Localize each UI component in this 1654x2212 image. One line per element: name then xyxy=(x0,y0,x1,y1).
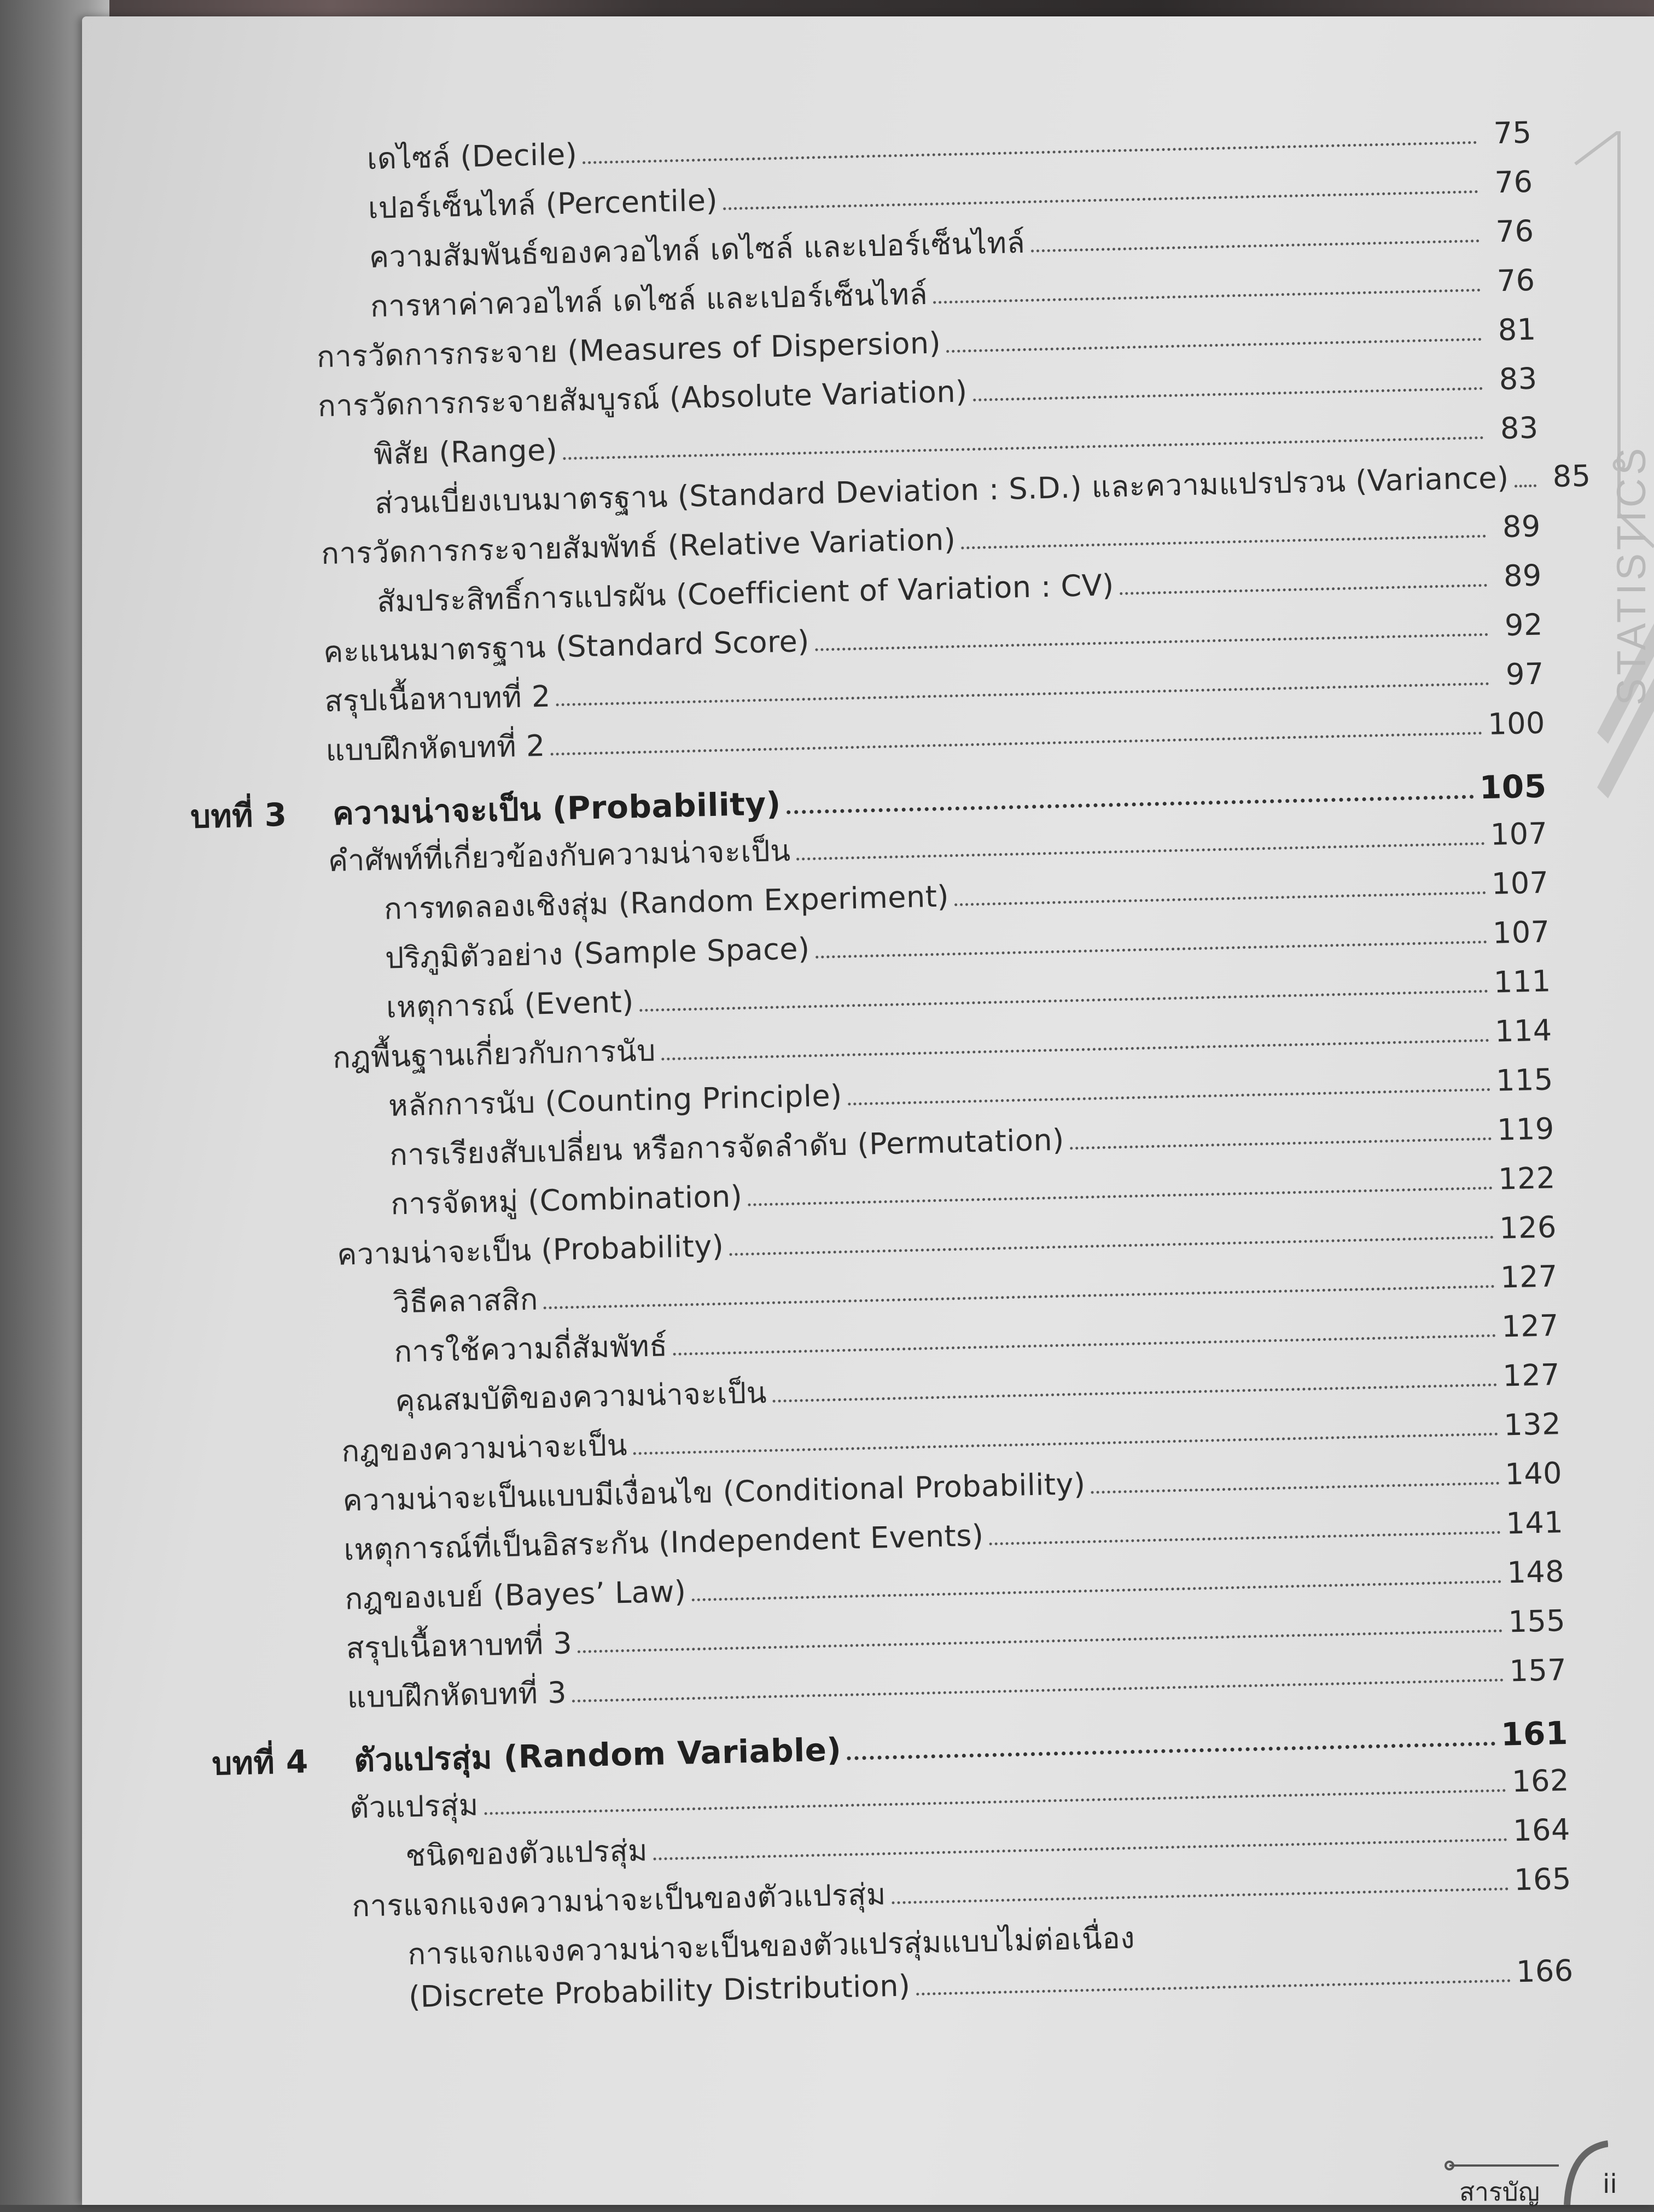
page-number: 107 xyxy=(1492,914,1551,950)
entry-title: การจัดหมู่ (Combination) xyxy=(390,1178,743,1222)
page-number: 157 xyxy=(1509,1653,1567,1689)
entry-title: ปริภูมิตัวอย่าง (Sample Space) xyxy=(385,931,811,976)
entry-title: การวัดการกระจายสัมบูรณ์ (Absolute Variation) xyxy=(317,374,968,424)
page-number: 89 xyxy=(1503,558,1542,594)
entry-title: ส่วนเบี่ยงเบนมาตรฐาน (Standard Deviation : S.D.) และความแปรปรวน (Variance) xyxy=(374,460,1510,521)
dot-leader xyxy=(1070,1137,1492,1150)
dot-leader xyxy=(816,941,1488,959)
dot-leader xyxy=(639,990,1488,1012)
page-number: 141 xyxy=(1505,1505,1564,1541)
entry-title: ความน่าจะเป็น (Probability) xyxy=(332,785,782,832)
dot-leader xyxy=(583,141,1477,164)
entry-title: แบบฝึกหัดบทที่ 2 xyxy=(325,728,546,768)
dot-leader xyxy=(730,1236,1494,1256)
dot-leader xyxy=(848,1088,1491,1106)
page-number: 76 xyxy=(1494,164,1534,200)
dot-leader xyxy=(1030,240,1479,253)
entry-title: คุณสมบัติของความน่าจะเป็น xyxy=(394,1375,767,1419)
dot-leader xyxy=(748,1187,1493,1206)
entry-title: กฎของเบย์ (Bayes’ Law) xyxy=(344,1574,687,1616)
page-number: 111 xyxy=(1493,964,1552,1000)
dot-leader xyxy=(787,795,1474,814)
page-number: 114 xyxy=(1494,1013,1553,1049)
entry-title: วิธีคลาสสิก xyxy=(392,1282,539,1320)
dot-leader xyxy=(661,1039,1489,1060)
side-label: STATISTICS xyxy=(1609,445,1654,705)
dot-leader xyxy=(954,891,1486,906)
entry-title: สรุปเนื้อหาบทที่ 2 xyxy=(324,679,551,719)
footer-section-label: สารบัญ xyxy=(1459,2177,1540,2207)
dot-leader xyxy=(815,633,1488,651)
entry-title: สรุปเนื้อหาบทที่ 3 xyxy=(345,1626,573,1666)
entry-title: ความน่าจะเป็น (Probability) xyxy=(336,1228,725,1272)
dot-leader xyxy=(563,436,1484,460)
chapter-number: บทที่ 3 xyxy=(190,796,288,836)
dot-leader xyxy=(723,190,1478,210)
page-number: 83 xyxy=(1499,361,1538,397)
entry-title: การทดลองเชิงสุ่ม (Random Experiment) xyxy=(383,879,950,926)
entry-title: เหตุการณ์ที่เป็นอิสระกัน (Independent Events) xyxy=(343,1518,985,1567)
entry-title: คำศัพท์ที่เกี่ยวข้องกับความน่าจะเป็น xyxy=(328,833,791,878)
page-number: 83 xyxy=(1500,410,1539,446)
entry-title: หลักการนับ (Counting Principle) xyxy=(388,1078,843,1123)
page-number: 126 xyxy=(1499,1210,1557,1246)
page-number: 85 xyxy=(1552,458,1592,494)
page-number: 107 xyxy=(1490,816,1548,852)
page-number: 97 xyxy=(1505,656,1545,692)
dot-leader xyxy=(847,1742,1496,1760)
dot-leader xyxy=(973,387,1483,401)
entry-title: การวัดการกระจาย (Measures of Dispersion) xyxy=(316,325,941,375)
entry-title: กฎพื้นฐานเกี่ยวกับการนับ xyxy=(332,1033,656,1075)
page-number: 115 xyxy=(1495,1062,1554,1098)
page-number: 76 xyxy=(1496,262,1536,299)
entry-title: (Discrete Probability Distribution) xyxy=(408,1968,911,2015)
chapter-number: บทที่ 4 xyxy=(211,1743,309,1783)
page-number: 81 xyxy=(1498,312,1537,348)
dot-leader xyxy=(544,1285,1495,1309)
entry-title: กฎของความน่าจะเป็น xyxy=(341,1427,628,1469)
dot-leader xyxy=(796,842,1486,861)
page-number: 132 xyxy=(1503,1406,1562,1443)
entry-title: พิสัย (Range) xyxy=(373,433,558,471)
entry-title: ชนิดของตัวแปรสุ่ม xyxy=(405,1833,648,1874)
dot-leader xyxy=(1091,1482,1500,1494)
dot-leader xyxy=(653,1839,1507,1860)
page-number: 127 xyxy=(1500,1259,1558,1295)
dot-leader xyxy=(1515,485,1536,488)
entry-title: สัมประสิทธิ์การแปรผัน (Coefficient of Variation : CV) xyxy=(376,568,1115,619)
page-number: 76 xyxy=(1495,213,1535,249)
dot-leader xyxy=(1120,584,1487,595)
page-number: 165 xyxy=(1513,1861,1572,1898)
entry-title: การเรียงสับเปลี่ยน หรือการจัดลำดับ (Permutation) xyxy=(389,1122,1065,1172)
entry-title: เปอร์เซ็นไทล์ (Percentile) xyxy=(368,183,718,226)
dot-leader xyxy=(989,1531,1501,1545)
page-number: 92 xyxy=(1504,607,1544,643)
page-number: 161 xyxy=(1500,1714,1569,1753)
dot-leader xyxy=(933,289,1481,304)
entry-title: คะแนนมาตรฐาน (Standard Score) xyxy=(323,623,810,670)
page-number: 155 xyxy=(1507,1603,1566,1639)
dot-leader xyxy=(551,732,1483,756)
entry-title: ความน่าจะเป็นแบบมีเงื่อนไข (Conditional Probability) xyxy=(342,1466,1086,1518)
page-number: 164 xyxy=(1512,1812,1571,1848)
entry-title: การใช้ความถี่สัมพัทธ์ xyxy=(393,1328,668,1369)
dot-leader xyxy=(633,1433,1499,1455)
entry-title: เหตุการณ์ (Event) xyxy=(386,984,634,1025)
footer-page-number: ii xyxy=(1603,2169,1617,2199)
page-number: 75 xyxy=(1493,115,1533,151)
dot-leader xyxy=(578,1630,1503,1653)
entry-title: เดไซล์ (Decile) xyxy=(366,137,578,177)
page-number: 89 xyxy=(1502,509,1541,545)
page-number: 122 xyxy=(1498,1160,1556,1197)
page-number: 127 xyxy=(1502,1357,1560,1393)
page-number: 162 xyxy=(1511,1762,1570,1799)
page-number: 148 xyxy=(1506,1554,1565,1590)
page-number: 127 xyxy=(1501,1308,1559,1344)
page-number: 166 xyxy=(1516,1953,1574,1989)
table-of-contents xyxy=(175,109,1592,2033)
page-number: 119 xyxy=(1496,1111,1555,1147)
dot-leader xyxy=(673,1334,1496,1356)
entry-title: แบบฝึกหัดบทที่ 3 xyxy=(347,1675,567,1715)
page-number: 105 xyxy=(1479,767,1547,807)
dot-leader xyxy=(946,338,1481,353)
dot-leader xyxy=(772,1384,1497,1403)
dot-leader xyxy=(556,682,1489,707)
entry-title: การวัดการกระจายสัมพัทธ์ (Relative Variation) xyxy=(321,522,956,571)
entry-title: การแจกแจงความน่าจะเป็นของตัวแปรสุ่ม xyxy=(351,1877,887,1924)
dot-leader xyxy=(692,1580,1502,1602)
page-number: 140 xyxy=(1504,1456,1563,1492)
page-number: 100 xyxy=(1487,705,1546,742)
entry-title: ตัวแปรสุ่ม (Random Variable) xyxy=(353,1731,842,1779)
dot-leader xyxy=(916,1979,1511,1995)
dot-leader xyxy=(962,535,1487,550)
entry-title: การหาค่าควอไทล์ เดไซล์ และเปอร์เซ็นไทล์ xyxy=(370,276,928,324)
entry-title: ตัวแปรสุ่ม xyxy=(349,1788,479,1825)
dot-leader xyxy=(572,1679,1504,1703)
dot-leader xyxy=(892,1887,1509,1904)
entry-title: ความสัมพันธ์ของควอไทล์ เดไซล์ และเปอร์เซ็นไทล์ xyxy=(369,225,1026,275)
entry-title: การแจกแจงความน่าจะเป็นของตัวแปรสุ่มแบบไม่ต่อเนื่อง xyxy=(407,1921,1135,1972)
page-number: 107 xyxy=(1491,865,1550,901)
